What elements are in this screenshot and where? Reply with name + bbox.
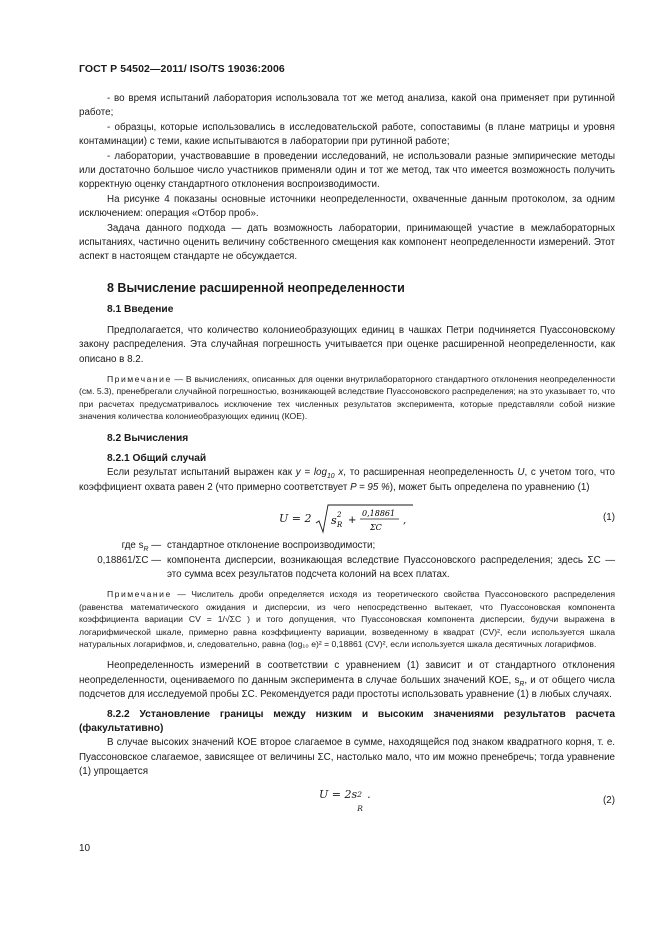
- where-definition-sr: стандартное отклонение воспроизводимости;: [167, 540, 376, 552]
- section-8-1-paragraph: Предполагается, что количество колониеобразующих единиц в чашках Петри подчиняется Пуассоновскому закону распределения. Эта случайная погрешность учитывается при оценке расширенной неопределенности, как описано в 8.2.: [79, 324, 615, 365]
- p-expression: P = 95 %: [350, 481, 390, 493]
- section-8-2-2-paragraph: В случае высоких значений КОЕ второе слагаемое в сумме, находящейся под знаком квадратного корня, т. е. Пуассоновское слагаемое, зависящее от величины ΣC, настолько мало, что им можно пренебречь; тогда уравнение (1) упрощается: [79, 737, 615, 778]
- section-8-2-1-paragraph: Если результат испытаний выражен как $y = \log_{10} x$, то расширенная неопределенность U, с учетом того, что коэффициент охвата равен 2 (что примерно соответствует P = 95 %), может быть определена по уравнению (1): [79, 467, 615, 493]
- where-term-poisson: 0,18861/ΣC —: [97, 554, 161, 566]
- eq1-comma: ,: [402, 515, 407, 527]
- note-2: [79, 588, 615, 650]
- page-number: 10: [79, 843, 91, 854]
- eq1-plus: +: [347, 515, 357, 527]
- eq1-sub: R: [336, 521, 343, 530]
- list-item: - во время испытаний лаборатория использовала тот же метод анализа, какой она применяет при рутинной работе;: [79, 93, 615, 119]
- section-8-2-2-heading: 8.2.2 Установление границы между низким и высоким значениями результатов расчета (факультативно): [79, 708, 615, 735]
- note-label: Примечание: [107, 589, 172, 600]
- section-8-heading: 8 Вычисление расширенной неопределенности: [107, 280, 405, 295]
- equation-2-formula: U = 2s 2 R .: [319, 787, 371, 813]
- list-item: - образцы, которые использовались в исследовательской работе, сопоставимы (в плане матрицы и уровня контаминации) с теми, какие испытываются в лаборатории при рутинной работе;: [79, 121, 615, 148]
- equation-1-number: (1): [603, 512, 615, 524]
- where-definition-poisson: компонента дисперсии, возникающая вследствие Пуассоновского распределения; здесь ΣC — это сумма всех результатов подсчета колоний на всех платах.: [167, 554, 615, 580]
- y-expression: $y = \log_{10} x$: [295, 467, 344, 481]
- equation-2-number: (2): [603, 794, 615, 806]
- page-content: [79, 92, 615, 813]
- where-term-sr: где $s_R$ —: [121, 540, 161, 554]
- paragraph-task: Задача данного подхода — дать возможность лаборатории, принимающей участие в межлабораторных испытаниях, частично оценить величину собственного смещения как компонент неопределенности измерений. Этот аспект в настоящем стандарте не обсуждается.: [79, 222, 615, 263]
- section-8-2-heading: 8.2 Вычисления: [107, 432, 189, 444]
- eq1-numerator: 0,18861: [361, 509, 396, 519]
- note-1: [79, 373, 615, 423]
- section-8-2-1-paragraph-2: Неопределенность измерений в соответствии с уравнением (1) зависит и от стандартного отклонения неопределенности, оцениваемого по данным эксперимента в случае больших значений КОЕ, $s_R$, и от общего числа подсчетов для исследуемой пробы ΣC. Рекомендуется ради простоты использовать уравнение (1) в любых случаях.: [79, 660, 615, 701]
- square-root-icon: [315, 503, 415, 535]
- paragraph-figure-4: На рисунке 4 показаны основные источники неопределенности, охваченные данным протоколом, за одним исключением: операция «Отбор проб».: [79, 193, 615, 220]
- u-symbol: U: [517, 467, 525, 479]
- equation-1-formula: U = 2 s R 2 + 0,18861 ΣC ,: [279, 503, 415, 535]
- note-label: Примечание: [107, 373, 172, 384]
- list-item: - лаборатории, участвовавшие в проведении исследований, не использовали разные эмпирические методы или достаточно большое число участников применяли один и тот же метод, так что имеется возможность получить корректную оценку стандартного отклонения воспроизводимости.: [79, 150, 615, 191]
- equation-1: [79, 497, 615, 531]
- eq1-denominator: ΣC: [369, 523, 382, 533]
- eq1-sup: 2: [336, 511, 342, 520]
- where-list: [79, 539, 615, 582]
- note-1-text: — В вычислениях, описанных для оценки внутрилабораторного стандартного отклонения неопределенности (см. 5.3), пренебрегали случайной погрешностью, возникающей вследствие Пуассоновского распределения; на это указывает то, что при расчетах предусматривалось исключение тех численных результатов эксперимента, которые представляли собой низкие значения количества колониеобразующих единиц (КОЕ).: [79, 373, 615, 422]
- section-8-1-heading: 8.1 Введение: [107, 304, 174, 316]
- eq1-s: s: [330, 514, 337, 528]
- note-2-text: — Числитель дроби определяется исходя из теоретического свойства Пуассоновского распределения (равенства математического ожидания и дисперсии, из чего непосредственно вытекает, что Пуассоновская компонента коэффициента вариации CV = 1/√ΣC ) и того допущения, что Пуассоновская компонента дисперсии, будучи выражена в логарифмической шкале, примерно равна коэффициенту вариации, возведенному в квадрат (CV)², если используется шкала натуральных логарифмов, и, следовательно, равна (log₁₀ e)² = 0,18861 (CV)², если используется шкала десятичных логарифмов.: [79, 589, 615, 649]
- section-8-2-1-heading: 8.2.1 Общий случай: [107, 452, 207, 464]
- equation-2: [79, 782, 615, 813]
- standard-header: ГОСТ Р 54502—2011/ ISO/TS 19036:2006: [79, 63, 285, 75]
